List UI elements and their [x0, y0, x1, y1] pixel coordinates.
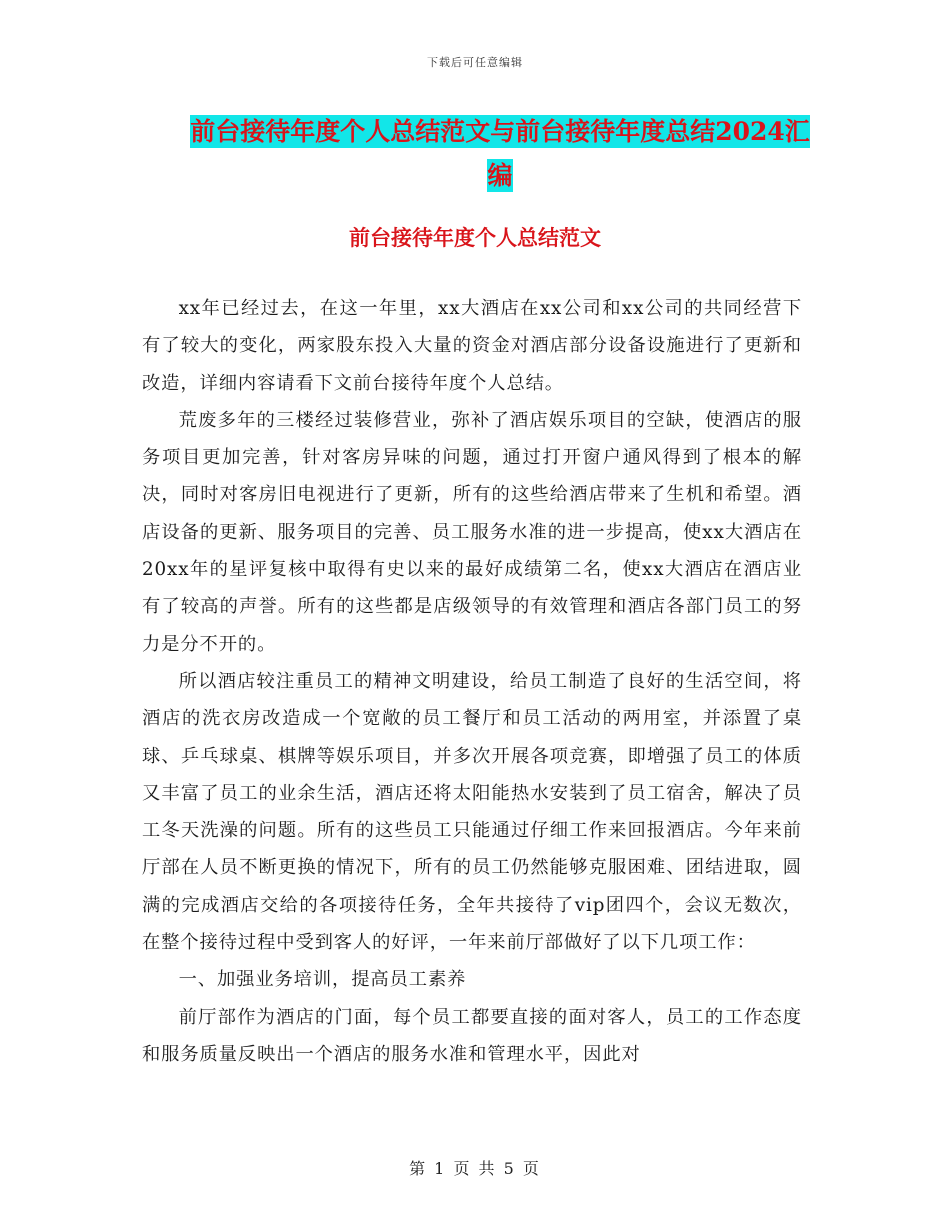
body-text [142, 290, 802, 1073]
paragraph: xx年已经过去，在这一年里，xx大酒店在xx公司和xx公司的共同经营下有了较大的变化，两家股东投入大量的资金对酒店部分设备设施进行了更新和改造，详细内容请看下文前台接待年度个人总结。 [142, 298, 802, 394]
page-footer: 第 1 页 共 5 页 [409, 1159, 541, 1178]
document-title [190, 110, 810, 198]
paragraph: 所以酒店较注重员工的精神文明建设，给员工制造了良好的生活空间，将酒店的洗衣房改造成一个宽敞的员工餐厅和员工活动的两用室，并添置了桌球、乒乓球桌、棋牌等娱乐项目，并多次开展各项竞赛，即增强了员工的体质又丰富了员工的业余生活，酒店还将太阳能热水安装到了员工宿舍，解决了员工冬天洗澡的问题。所有的这些员工只能通过仔细工作来回报酒店。今年来前厅部在人员不断更换的情况下，所有的员工仍然能够克服困难、团结进取，圆满的完成酒店交给的各项接待任务，全年共接待了vip团四个，会议无数次，在整个接待过程中受到客人的好评，一年来前厅部做好了以下几项工作： [142, 670, 802, 954]
header-note: 下载后可任意编辑 [427, 56, 523, 69]
document-title-text: 前台接待年度个人总结范文与前台接待年度总结2024汇编 [190, 117, 810, 190]
section-title: 前台接待年度个人总结范文 [349, 225, 601, 250]
section-heading: 一、加强业务培训，提高员工素养 [178, 969, 467, 991]
paragraph: 前厅部作为酒店的门面，每个员工都要直接的面对客人，员工的工作态度和服务质量反映出一个酒店的服务水准和管理水平，因此对 [142, 1006, 802, 1065]
paragraph: 荒废多年的三楼经过装修营业，弥补了酒店娱乐项目的空缺，使酒店的服务项目更加完善，针对客房异味的问题，通过打开窗户通风得到了根本的解决，同时对客房旧电视进行了更新，所有的这些给酒店带来了生机和希望。酒店设备的更新、服务项目的完善、员工服务水准的进一步提高，使xx大酒店在20xx年的星评复核中取得有史以来的最好成绩第二名，使xx大酒店在酒店业有了较高的声誉。所有的这些都是店级领导的有效管理和酒店各部门员工的努力是分不开的。 [142, 409, 802, 655]
